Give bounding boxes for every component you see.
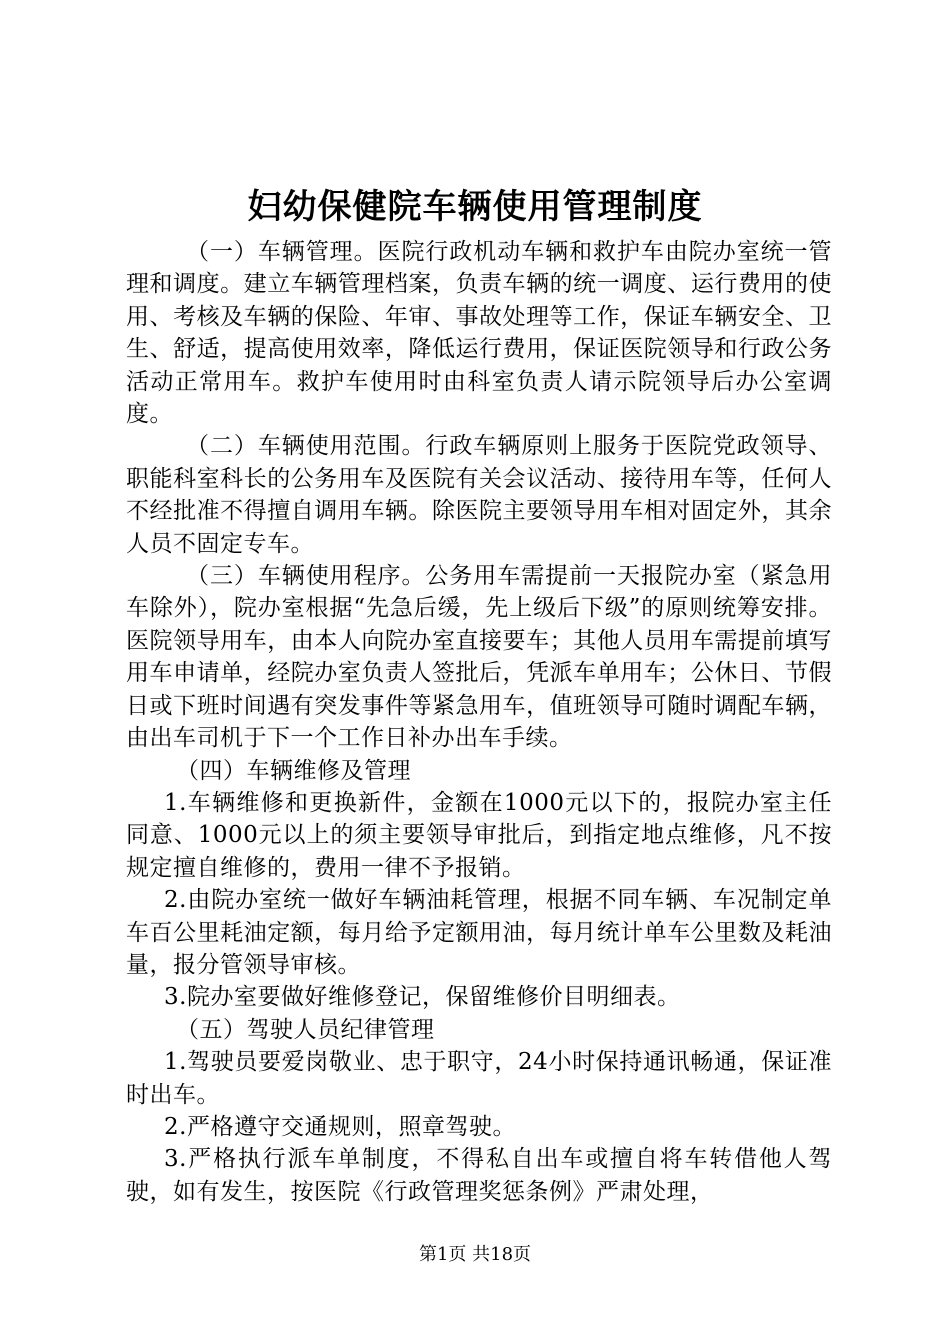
paragraph-vehicle-management: （一）车辆管理。医院行政机动车辆和救护车由院办室统一管理和调度。建立车辆管理档案，负责车辆的统一调度、运行费用的使用、考核及车辆的保险、年审、事故处理等工作，保证车辆安全、卫生、舒适，提高使用效率，降低运行费用，保证医院领导和行政公务活动正常用车。救护车使用时由科室负责人请示院领导后办公室调度。 xyxy=(126,239,832,428)
paragraph-maintenance-3: 3.院办室要做好维修登记，保留维修价目明细表。 xyxy=(164,984,681,1011)
paragraph-driver-3: 3.严格执行派车单制度，不得私自出车或擅自将车转借他人驾驶，如有发生，按医院《行政管理奖惩条例》严肃处理， xyxy=(126,1146,832,1205)
paragraph-usage-scope: （二）车辆使用范围。行政车辆原则上服务于医院党政领导、职能科室科长的公务用车及医院有关会议活动、接待用车等，任何人不经批准不得擅自调用车辆。除医院主要领导用车相对固定外，其余人员不固定专车。 xyxy=(126,433,832,557)
paragraph-driver-2: 2.严格遵守交通规则，照章驾驶。 xyxy=(164,1113,516,1140)
paragraph-maintenance-2: 2.由院办室统一做好车辆油耗管理，根据不同车辆、车况制定单车百公里耗油定额，每月给予定额用油，每月统计单车公里数及耗油量，报分管领导审核。 xyxy=(126,887,832,978)
document-body xyxy=(126,236,832,1208)
paragraph-driver-1: 1.驾驶员要爱岗敬业、忠于职守，24小时保持通讯畅通，保证准时出车。 xyxy=(126,1049,832,1108)
page-number-footer: 第1页 共18页 xyxy=(418,1244,532,1265)
document-title: 妇幼保健院车辆使用管理制度 xyxy=(247,187,703,227)
paragraph-maintenance-1: 1.车辆维修和更换新件，金额在1000元以下的，报院办室主任同意、1000元以上的须主要领导审批后，到指定地点维修，凡不按规定擅自维修的，费用一律不予报销。 xyxy=(126,789,832,881)
section-heading-driver-discipline: （五）驾驶人员纪律管理 xyxy=(176,1016,435,1043)
paragraph-usage-procedure: （三）车辆使用程序。公务用车需提前一天报院办室（紧急用车除外），院办室根据“先急后缓，先上级后下级”的原则统筹安排。医院领导用车，由本人向院办室直接要车；其他人员用车需提前填写用车申请单，经院办室负责人签批后，凭派车单用车；公休日、节假日或下班时间遇有突发事件等紧急用车，值班领导可随时调配车辆，由出车司机于下一个工作日补办出车手续。 xyxy=(126,563,832,752)
section-heading-maintenance: （四）车辆维修及管理 xyxy=(176,757,411,784)
